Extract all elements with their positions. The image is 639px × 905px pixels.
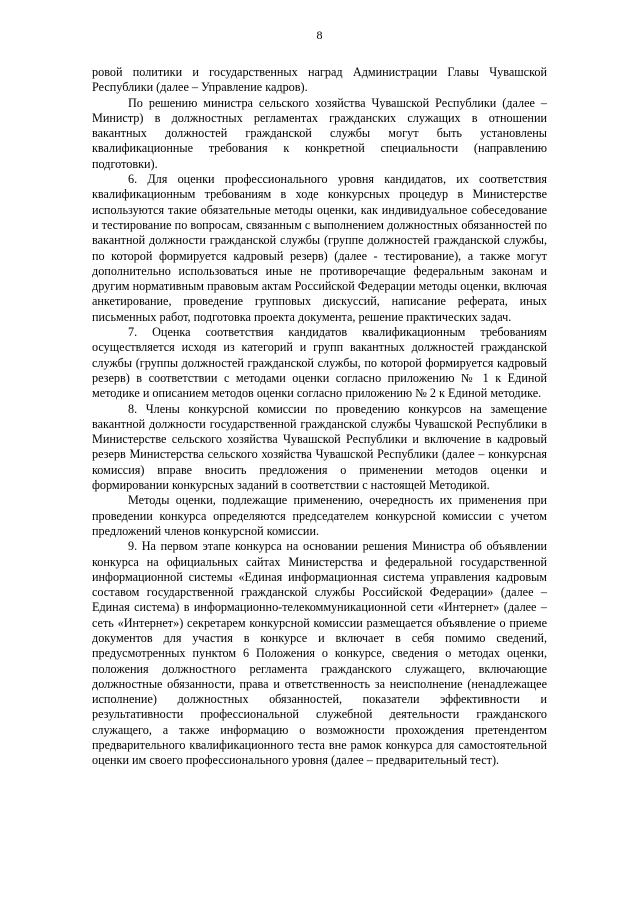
paragraph-item-6: 6. Для оценки профессионального уровня кандидатов, их соответствия квалификационным требованиям в ходе конкурсных процедур в Министерстве используются такие обязательные методы оценки, как индивидуальное собеседование и тестирование по вопросам, связанным с выполнением должностных обязанностей по вакантной должности гражданской службы (группе должностей гражданской службы, по которой формируется кадровый резерв) (далее - тестирование), а также могут дополнительно использоваться иные не противоречащие федеральным законам и другим нормативным правовым актам Российской Федерации методы оценки, включая анкетирование, проведение групповых дискуссий, написание реферата, иных письменных работ, подготовка проекта документа, решение практических задач. — [92, 172, 547, 324]
paragraph-minister-decision: По решению министра сельского хозяйства Чувашской Республики (далее – Министр) в должностных регламентах гражданских служащих в отношении вакантных должностей гражданской службы могут быть установлены квалификационные требования к конкретной специальности (направлению подготовки). — [92, 95, 547, 171]
paragraph-continuation: ровой политики и государственных наград Администрации Главы Чувашской Республики (далее – Управление кадров). — [92, 65, 547, 95]
paragraph-item-7: 7. Оценка соответствия кандидатов квалификационным требованиям осуществляется исходя из категорий и групп вакантных должностей гражданской службы (группы должностей гражданской службы, по которой формируется кадровый резерв) в соответствии с методами оценки согласно приложению № 1 к Единой методике и описанием методов оценки согласно приложению № 2 к Единой методике. — [92, 325, 547, 401]
paragraph-evaluation-methods: Методы оценки, подлежащие применению, очередность их применения при проведении конкурса определяются председателем конкурсной комиссии с учетом предложений членов конкурсной комиссии. — [92, 493, 547, 538]
page-number: 8 — [316, 28, 323, 42]
paragraph-item-9: 9. На первом этапе конкурса на основании решения Министра об объявлении конкурса на официальных сайтах Министерства и федеральной государственной информационной системы «Единая информационная система управления кадровым составом государственной гражданской службы Российской Федерации» (далее – Единая система) в информационно-телекоммуникационной сети «Интернет» (далее – сеть «Интернет») секретарем конкурсной комиссии размещается объявление о приеме документов для участия в конкурсе и включает в себя помимо сведений, предусмотренных пунктом 6 Положения о конкурсе, сведения о методах оценки, положения должностного регламента гражданского служащего, включающие должностные обязанности, права и ответственность за неисполнение (ненадлежащее исполнение) должностных обязанностей, показатели эффективности и результативности профессиональной служебной деятельности гражданского служащего, а также информацию о возможности прохождения претендентом предварительного квалификационного теста вне рамок конкурса для самостоятельной оценки им своего профессионального уровня (далее – предварительный тест). — [92, 539, 547, 768]
document-body — [92, 65, 547, 769]
paragraph-item-8: 8. Члены конкурсной комиссии по проведению конкурсов на замещение вакантной должности государственной гражданской службы Чувашской Республики в Министерстве сельского хозяйства Чувашской Республики и включение в кадровый резерв Министерства сельского хозяйства Чувашской Республики (далее – конкурсная комиссия) вправе вносить предложения о применении методов оценки и формировании конкурсных заданий в соответствии с настоящей Методикой. — [92, 401, 547, 493]
